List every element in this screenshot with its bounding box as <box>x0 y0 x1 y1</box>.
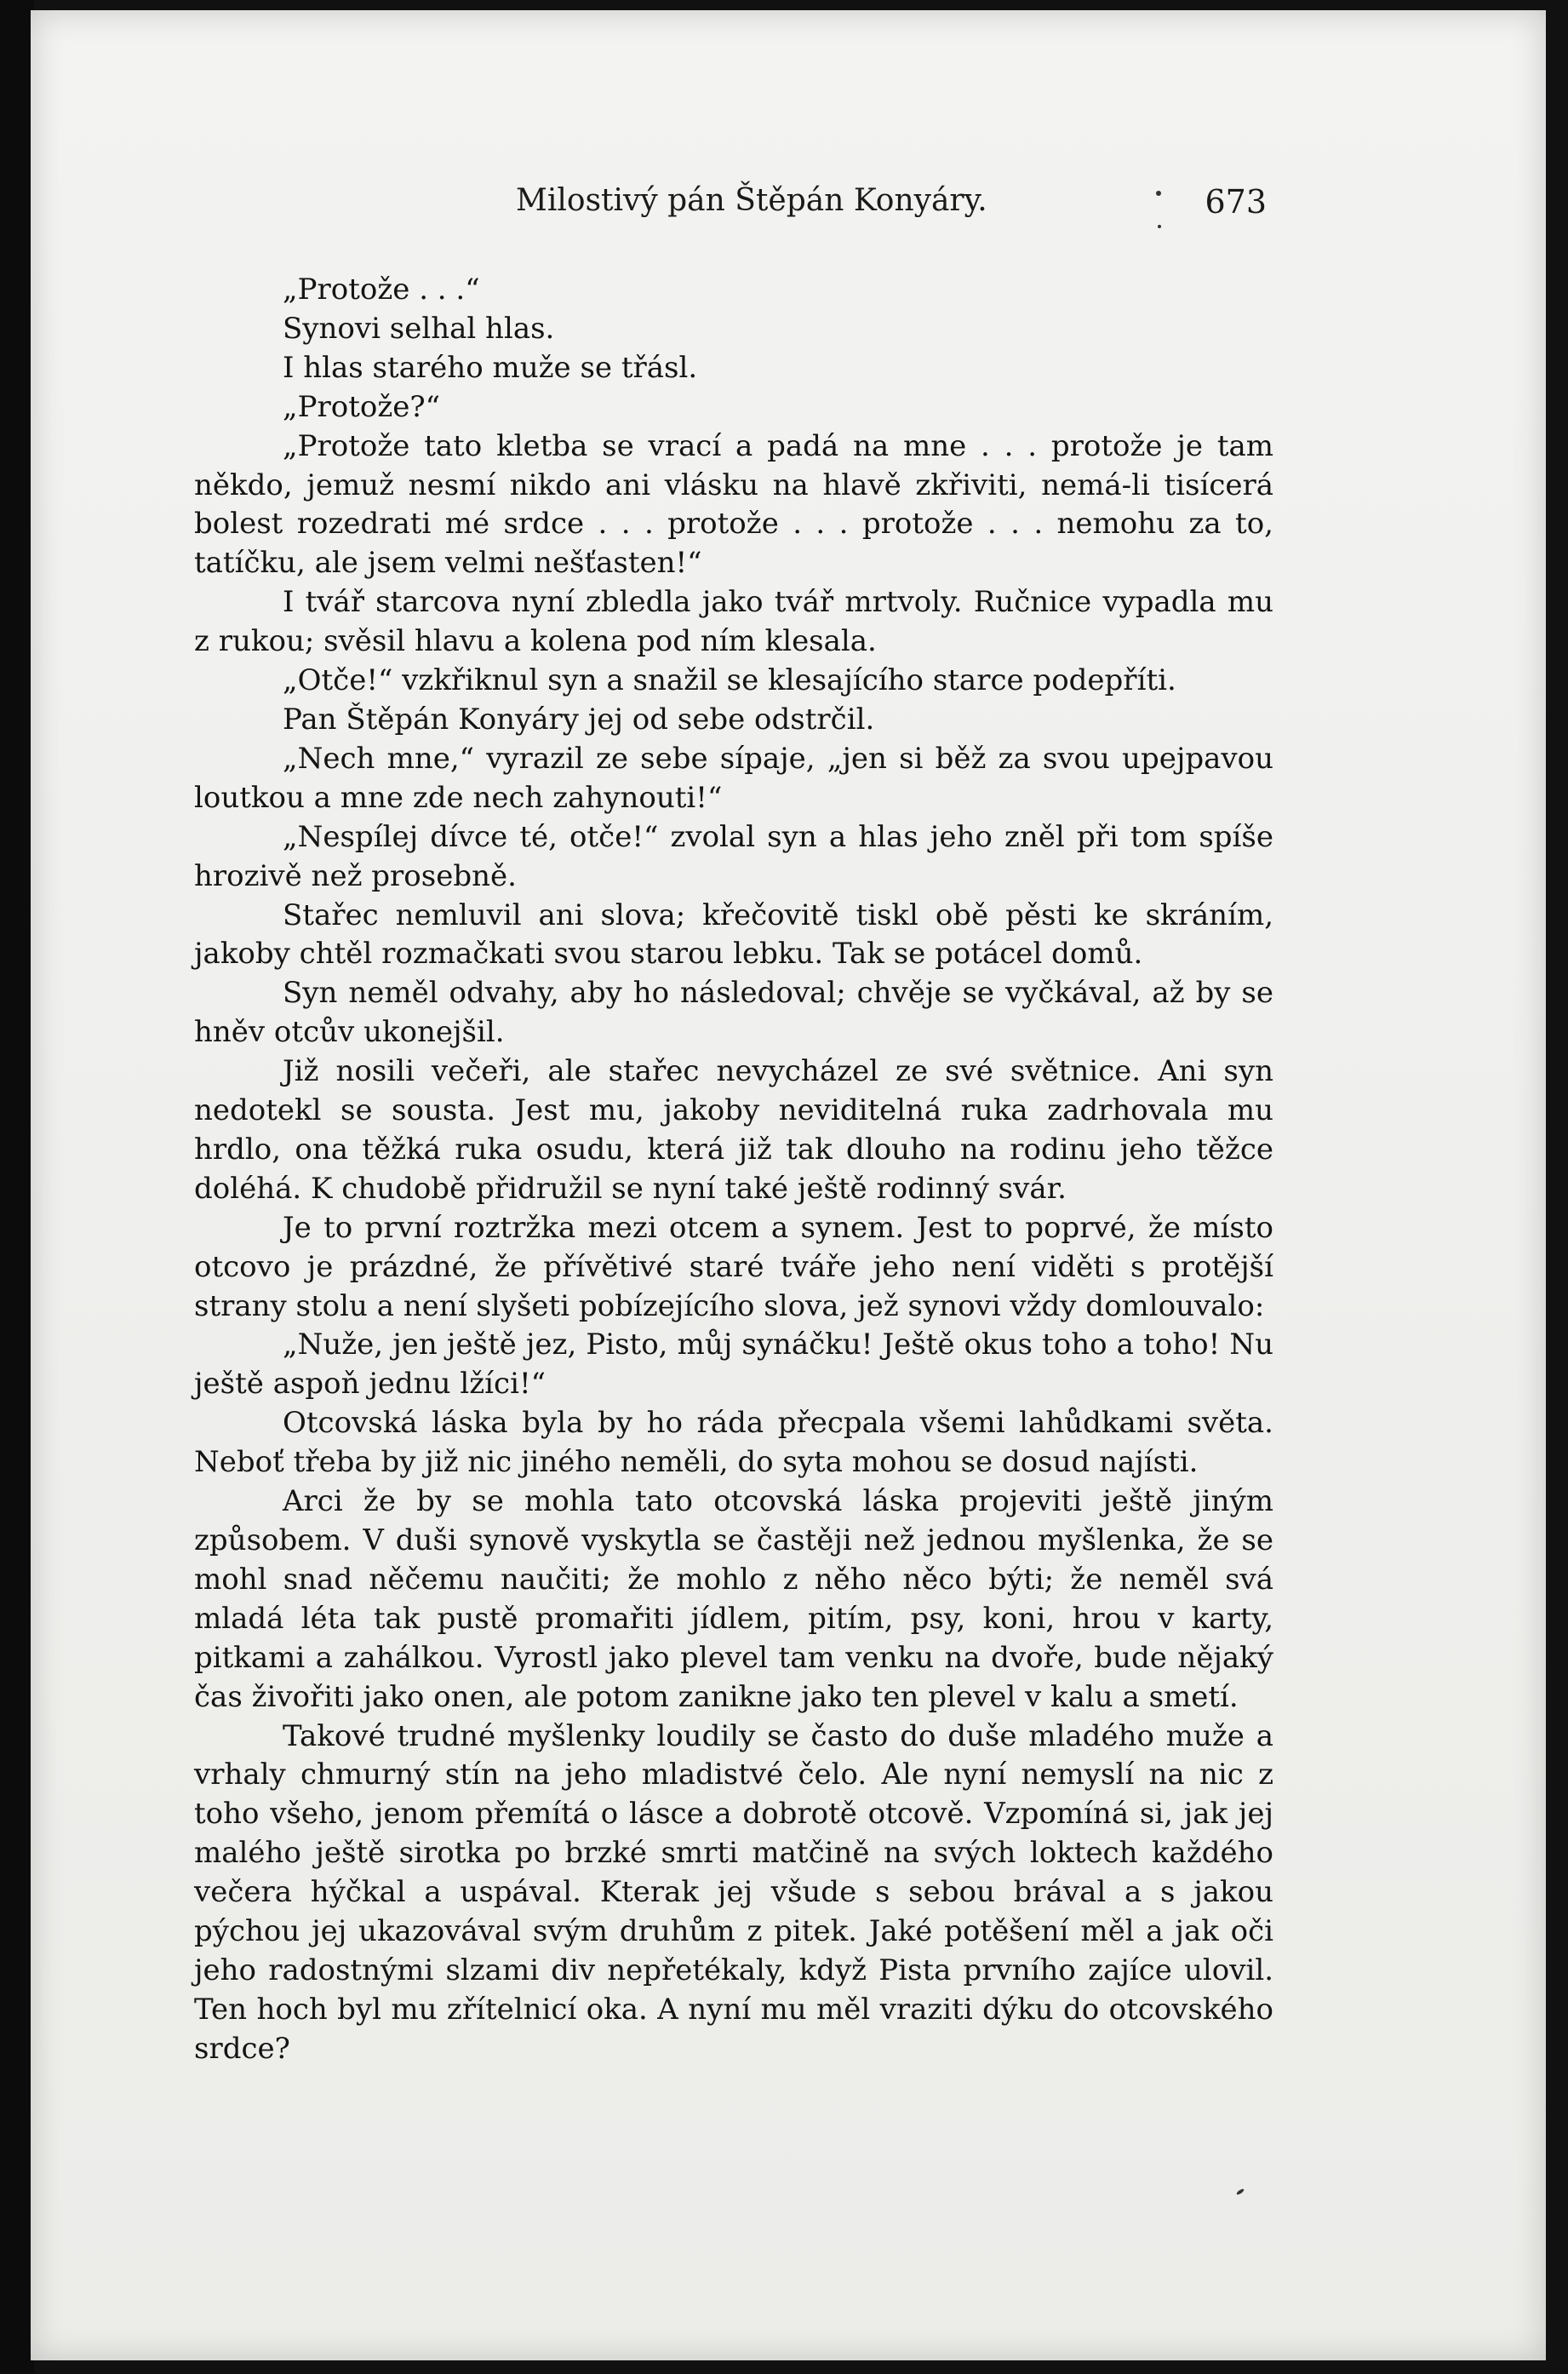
paragraph: Již nosili večeři, ale stařec nevycházel ze své světnice. Ani syn nedotekl se sousta. Jest mu, jakoby neviditelná ruka zadrhovala mu hrdlo, ona těžká ruka osudu, která již tak dlouho na rodinu jeho těžce doléhá. K chudobě přidružil se nyní také ještě rodinný svár. <box>194 1054 1273 1206</box>
paragraph: „Protože . . .“ <box>283 272 480 307</box>
paragraph: Syn neměl odvahy, aby ho následoval; chvěje se vyčkával, až by se hněv otcův ukonejšil. <box>194 976 1273 1050</box>
paragraph: „Nespílej dívce té, otče!“ zvolal syn a hlas jeho zněl při tom spíše hrozivě než prosebně. <box>194 819 1273 893</box>
paragraph: Stařec nemluvil ani slova; křečovitě tiskl obě pěsti ke skráním, jakoby chtěl rozmačkati svou starou lebku. Tak se potácel domů. <box>194 897 1273 972</box>
page-binding-edge <box>0 0 34 2374</box>
paragraph: I hlas starého muže se třásl. <box>283 350 698 385</box>
page-number: 673 <box>1205 183 1267 221</box>
paragraph: „Nech mne,“ vyrazil ze sebe sípaje, „jen si běž za svou upejpavou loutkou a mne zde nech zahynouti!“ <box>194 741 1273 815</box>
speck-mark <box>1236 2188 1245 2195</box>
paragraph: Synovi selhal hlas. <box>283 311 555 346</box>
paragraph: Arci že by se mohla tato otcovská láska projeviti ještě jiným způsobem. V duši synově vyskytla se častěji než jednou myšlenka, že se mohl snad něčemu naučiti; že mohlo z něho něco býti; že neměl svá mladá léta tak pustě promařiti jídlem, pitím, psy, koni, hrou v karty, pitkami a zahálkou. Vyrostl jako plevel tam venku na dvoře, bude nějaký čas živořiti jako onen, ale potom zanikne jako ten plevel v kalu a smetí. <box>194 1484 1273 1714</box>
paragraph: I tvář starcova nyní zbledla jako tvář mrtvoly. Ručnice vypadla mu z rukou; svěsil hlavu a kolena pod ním klesala. <box>194 585 1273 659</box>
paragraph: Pan Štěpán Konyáry jej od sebe odstrčil. <box>283 702 875 737</box>
page-header <box>516 183 1267 234</box>
paragraph: „Otče!“ vzkřiknul syn a snažil se klesajícího starce podepříti. <box>283 663 1176 698</box>
running-title: Milostivý pán Štěpán Konyáry. <box>516 183 987 218</box>
paragraph: „Protože tato kletba se vrací a padá na mne . . . protože je tam někdo, jemuž nesmí nikdo ani vlásku na hlavě zkřiviti, nemá-li tisícerá bolest rozedrati mé srdce . . . protože . . . protože . . . nemohu za to, tatíčku, ale jsem velmi nešťasten!“ <box>194 428 1273 581</box>
paragraph: Takové trudné myšlenky loudily se často do duše mladého muže a vrhaly chmurný stín na jeho mladistvé čelo. Ale nyní nemyslí na nic z toho všeho, jenom přemítá o lásce a dobrotě otcově. Vzpomíná si, jak jej malého ještě sirotka po brzké smrti matčině na svých loktech každého večera hýčkal a uspával. Kterak jej všude s sebou brával a s jakou pýchou jej ukazovával svým druhům z pitek. Jaké potěšení měl a jak oči jeho radostnými slzami div nepřetékaly, když Pista prvního zajíce ulovil. Ten hoch byl mu zřítelnicí oka. A nyní mu měl vraziti dýku do otcovského srdce? <box>194 1718 1273 2066</box>
paragraph: Je to první roztržka mezi otcem a synem. Jest to poprvé, že místo otcovo je prázdné, že přívětivé staré tváře jeho není viděti s protější strany stolu a není slyšeti pobízejícího slova, jež synovi vždy domlouvalo: <box>194 1210 1273 1323</box>
paragraph: „Protože?“ <box>283 389 440 424</box>
paragraph: „Nuže, jen ještě jez, Pisto, můj synáčku! Ještě okus toho a toho! Nu ještě aspoň jednu lžíci!“ <box>194 1327 1273 1402</box>
body-text <box>194 271 1273 2069</box>
paragraph: Otcovská láska byla by ho ráda přecpala všemi lahůdkami světa. Neboť třeba by již nic jiného neměli, do syta mohou se dosud najísti. <box>194 1406 1273 1480</box>
